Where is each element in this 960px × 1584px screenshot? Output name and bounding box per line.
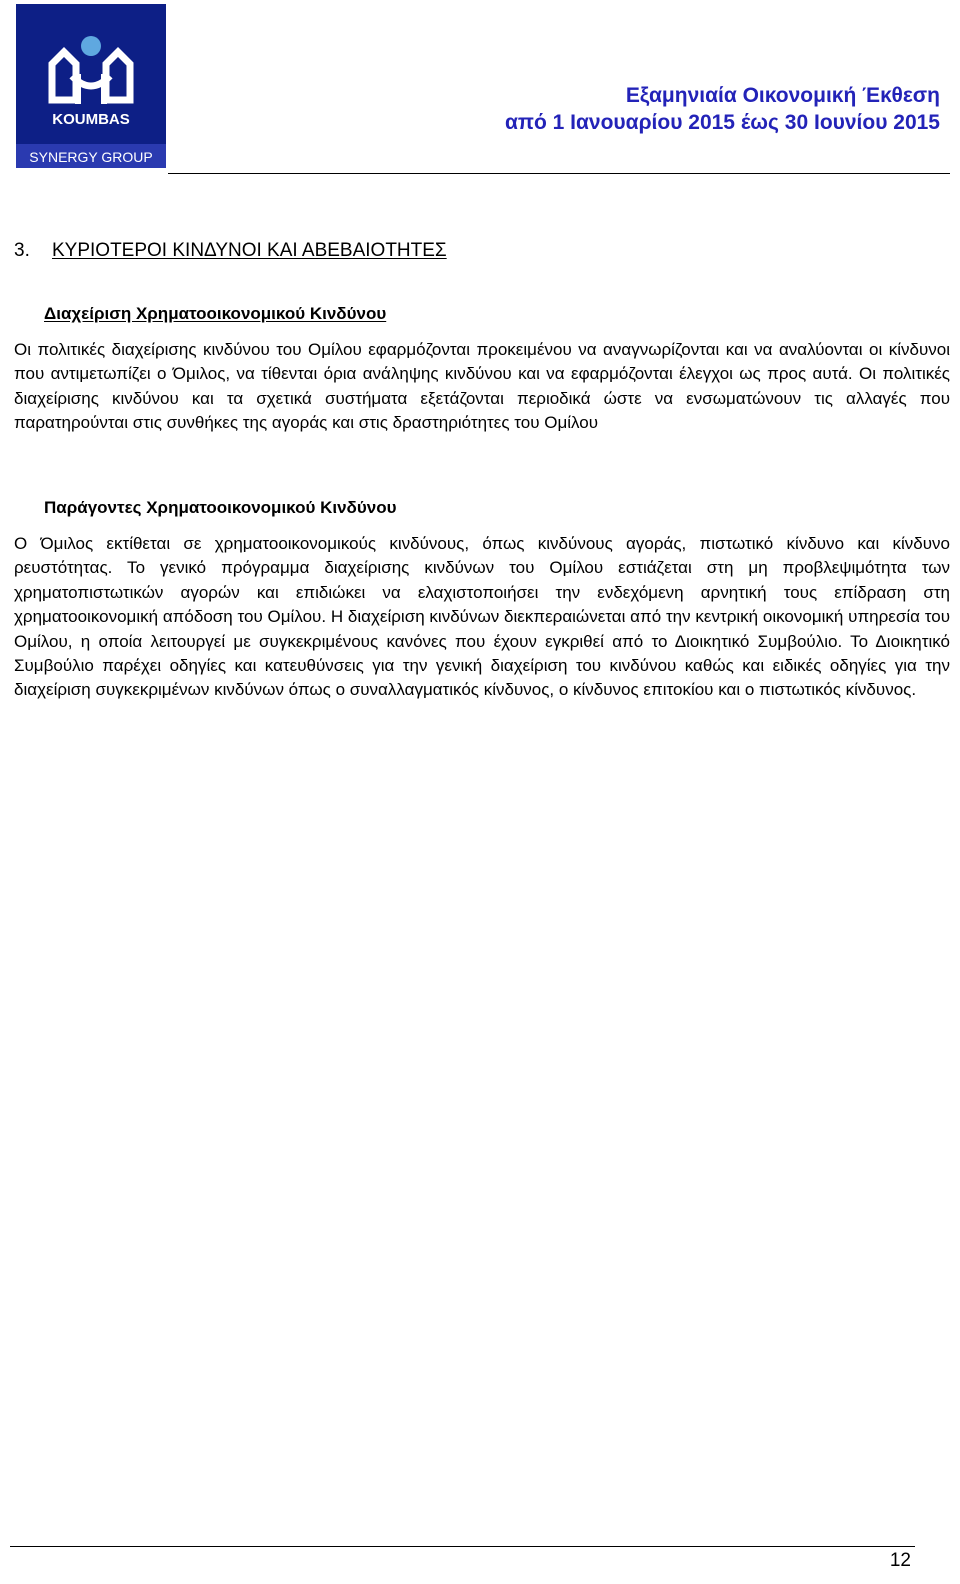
subsection-heading-risk-factors: Παράγοντες Χρηματοοικονομικού Κινδύνου xyxy=(44,498,397,517)
koumbas-logo-icon xyxy=(16,4,166,168)
company-logo xyxy=(16,4,166,168)
paragraph-risk-factors: Ο Όμιλος εκτίθεται σε χρηματοοικονομικούς κινδύνους, όπως κινδύνους αγοράς, πιστωτικό κίνδυνο και κίνδυνο ρευστότητας. Το γενικό πρόγραμμα διαχείρισης κινδύνων του Ομίλου εστιάζεται στη μη προβλεψιμότητα των χρηματοπιστωτικών αγορών και επιδιώκει να ελαχιστοποιήσει την ενδεχόμενη αρνητική τους επίδραση στη χρηματοοικονομική απόδοση του Ομίλου. Η διαχείριση κινδύνων διεκπεραιώνεται από την κεντρική οικονομική υπηρεσία του Ομίλου, η οποία λειτουργεί με συγκεκριμένους κανόνες που έχουν εγκριθεί από το Διοικητικό Συμβούλιο. Το Διοικητικό Συμβούλιο παρέχει οδηγίες και κατευθύνσεις για την γενική διαχείριση του κινδύνου καθώς και ειδικές οδηγίες για την διαχείριση συγκεκριμένων κινδύνων όπως ο συναλλαγματικός κίνδυνος, ο κίνδυνος επιτοκίου και ο πιστωτικός κίνδυνος. xyxy=(14,534,950,700)
section-number: 3. xyxy=(14,240,30,261)
logo-name: KOUMBAS xyxy=(52,111,130,128)
section-heading xyxy=(14,240,447,262)
page-number: 12 xyxy=(889,1550,911,1571)
footer-divider xyxy=(10,1546,915,1547)
report-title-line2: από 1 Ιανουαρίου 2015 έως 30 Ιουνίου 2015 xyxy=(505,111,940,134)
section-title: ΚΥΡΙΟΤΕΡΟΙ ΚΙΝΔΥΝΟΙ ΚΑΙ ΑΒΕΒΑΙΟΤΗΤΕΣ xyxy=(52,240,447,261)
paragraph-risk-management: Οι πολιτικές διαχείρισης κινδύνου του Ομίλου εφαρμόζονται προκειμένου να αναγνωρίζονται και να αναλύονται οι κίνδυνοι που αντιμετωπίζει ο Όμιλος, να τίθενται όρια ανάληψης κινδύνου και να εφαρμόζονται έλεγχοι ως προς αυτά. Οι πολιτικές διαχείρισης κινδύνου και τα σχετικά συστήματα εξετάζονται περιοδικά ώστε να ενσωματώνουν τις αλλαγές που παρατηρούνται στις συνθήκες της αγοράς και στις δραστηριότητες του Ομίλου xyxy=(14,340,950,433)
logo-group: SYNERGY GROUP xyxy=(29,149,153,165)
header-divider xyxy=(168,173,950,174)
report-title xyxy=(505,82,940,136)
report-title-line1: Εξαμηνιαία Οικονομική Έκθεση xyxy=(625,84,940,107)
subsection-heading-risk-management: Διαχείριση Χρηματοοικονομικού Κινδύνου xyxy=(44,304,387,323)
